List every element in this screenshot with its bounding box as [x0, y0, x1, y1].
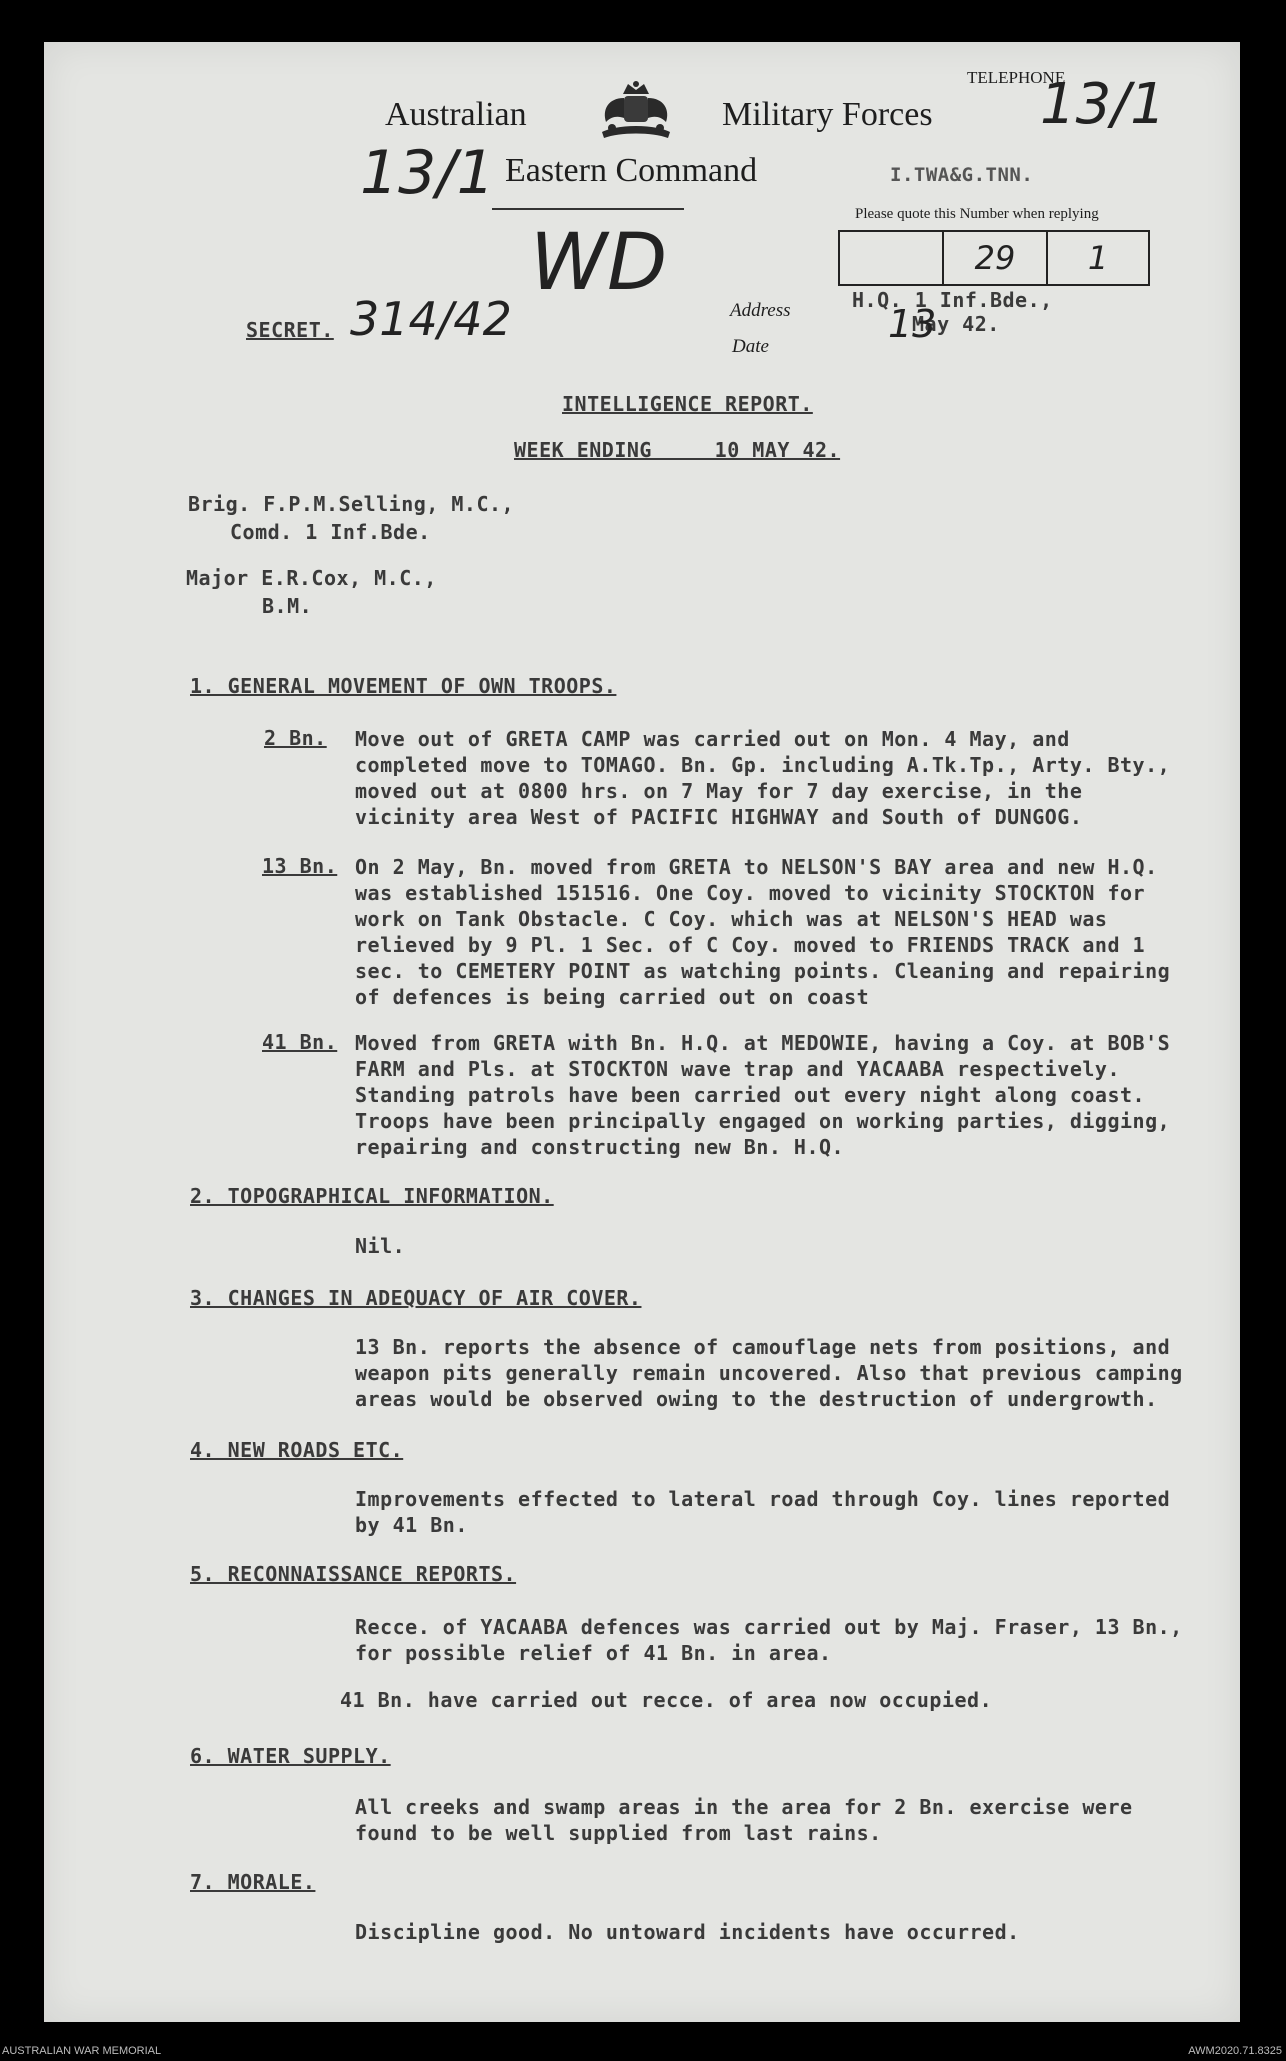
- command-underline: [492, 208, 684, 210]
- date-label: Date: [732, 336, 769, 357]
- date-value: May 42.: [912, 312, 1000, 336]
- section-1-heading: 1. GENERAL MOVEMENT OF OWN TROOPS.: [190, 674, 617, 698]
- section-2-text: Nil.: [355, 1234, 406, 1258]
- week-ending: WEEK ENDING 10 MAY 42.: [514, 438, 841, 462]
- section-4-heading: 4. NEW ROADS ETC.: [190, 1438, 404, 1462]
- handwritten-secret-number: 314/42: [350, 292, 512, 346]
- section-2-heading: 2. TOPOGRAPHICAL INFORMATION.: [190, 1184, 554, 1208]
- addressee-2-line2: B.M.: [262, 594, 313, 618]
- section-1-item-2-text: On 2 May, Bn. moved from GRETA to NELSON'S BAY area and new H.Q. was established 151516. One Coy. moved to vicinity STOCKTON for work on Tank Obstacle. C Coy. which was at NELSON'S HEAD was relieved by 9 Pl. 1 Sec. of C Coy. moved to FRIENDS TRACK and 1 sec. to CEMETERY POINT as watching points. Cleaning and repairing of defences is being carried out on coast: [355, 855, 1171, 1009]
- reference-number-boxes: [838, 230, 1150, 286]
- footer-left: AUSTRALIAN WAR MEMORIAL: [2, 2045, 162, 2057]
- ref-box-2: 29: [944, 232, 1048, 284]
- section-7-heading: 7. MORALE.: [190, 1870, 316, 1894]
- section-3-heading: 3. CHANGES IN ADEQUACY OF AIR COVER.: [190, 1286, 642, 1310]
- section-4-text: Improvements effected to lateral road through Coy. lines reported by 41 Bn.: [355, 1487, 1171, 1537]
- handwritten-date-day: 13: [888, 302, 937, 346]
- addressee-1-line2: Comd. 1 Inf.Bde.: [230, 520, 431, 544]
- section-1-item-3-text: Moved from GRETA with Bn. H.Q. at MEDOWIE, having a Coy. at BOB'S FARM and Pls. at STOCKTON wave trap and YACAABA respectively. Standing patrols have been carried out every night along coast. Troops have been principally engaged on working parties, digging, repairing and constructing new Bn. H.Q.: [355, 1031, 1171, 1159]
- quote-notice: Please quote this Number when replying: [855, 206, 1099, 222]
- addressee-1-line1: Brig. F.P.M.Selling, M.C.,: [188, 492, 515, 516]
- crown-coat-of-arms-icon: [588, 76, 684, 148]
- handwritten-initials: WD: [530, 218, 668, 308]
- section-5-heading: 5. RECONNAISSANCE REPORTS.: [190, 1562, 517, 1586]
- secret-label: SECRET.: [246, 318, 334, 342]
- section-1-item-3-unit: 41 Bn.: [262, 1030, 338, 1054]
- section-5-text: Recce. of YACAABA defences was carried out by Maj. Fraser, 13 Bn., for possible relief of 41 Bn. in area.: [355, 1615, 1183, 1665]
- footer-right: AWM2020.71.8325: [1188, 2045, 1282, 2057]
- section-1-item-1-text: Move out of GRETA CAMP was carried out on Mon. 4 May, and completed move to TOMAGO. Bn. Gp. including A.Tk.Tp., Arty. Bty., moved out at 0800 hrs. on 7 May for 7 day exercise, in the vicinity area West of PACIFIC HIGHWAY and South of DUNGOG.: [355, 727, 1171, 829]
- handwritten-ref-top-right: 13/1: [1040, 72, 1166, 137]
- file-code: I.TWA&G.TNN.: [890, 164, 1034, 186]
- section-6-heading: 6. WATER SUPPLY.: [190, 1744, 391, 1768]
- address-label: Address: [730, 300, 791, 321]
- section-7-text: Discipline good. No untoward incidents have occurred.: [355, 1920, 1020, 1944]
- report-title: INTELLIGENCE REPORT.: [562, 392, 813, 416]
- section-1-item-2-unit: 13 Bn.: [262, 854, 338, 878]
- ref-box-1: [840, 232, 944, 284]
- letterhead-right-title: Military Forces: [722, 96, 933, 133]
- ref-box-3: 1: [1087, 239, 1109, 277]
- section-6-text: All creeks and swamp areas in the area for 2 Bn. exercise were found to be well supplied from last rains.: [355, 1795, 1133, 1845]
- section-1-item-1-unit: 2 Bn.: [264, 726, 327, 750]
- letterhead-left-title: Australian: [385, 96, 527, 133]
- address-value: H.Q. 1 Inf.Bde.,: [852, 288, 1053, 312]
- section-3-text: 13 Bn. reports the absence of camouflage nets from positions, and weapon pits generally remain uncovered. Also that previous camping areas would be observed owing to the destruction of undergrowth.: [355, 1335, 1183, 1411]
- telephone-label: TELEPHONE: [967, 68, 1066, 87]
- letterhead-command: Eastern Command: [505, 152, 758, 189]
- addressee-2-line1: Major E.R.Cox, M.C.,: [186, 566, 437, 590]
- handwritten-ref-left: 13/1: [360, 138, 495, 208]
- section-5-text-2: 41 Bn. have carried out recce. of area now occupied.: [340, 1688, 993, 1712]
